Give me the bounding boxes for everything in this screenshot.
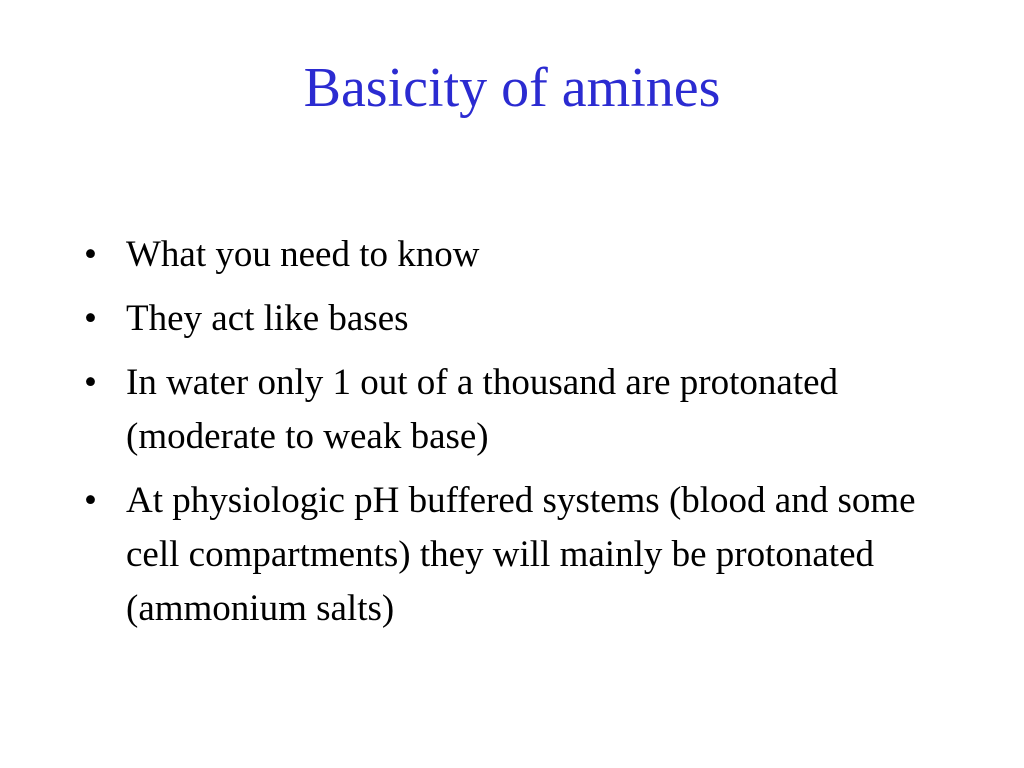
bullet-point-icon: • <box>84 362 97 403</box>
bullet-point-icon: • <box>84 480 97 521</box>
bullet-item <box>84 474 944 636</box>
bullet-text: They act like bases <box>126 298 409 339</box>
bullet-item <box>84 292 944 346</box>
bullet-text: At physiologic pH buffered systems (blood and some cell compartments) they will mainly be protonated (ammonium salts) <box>126 480 916 629</box>
bullet-point-icon: • <box>84 234 97 275</box>
bullet-point-icon: • <box>84 298 97 339</box>
bullet-item <box>84 356 944 464</box>
bullet-text: In water only 1 out of a thousand are protonated (moderate to weak base) <box>126 362 839 457</box>
bullet-item <box>84 228 944 282</box>
bullet-list <box>84 228 944 646</box>
bullet-text: What you need to know <box>126 234 480 275</box>
slide-title: Basicity of amines <box>303 57 721 119</box>
